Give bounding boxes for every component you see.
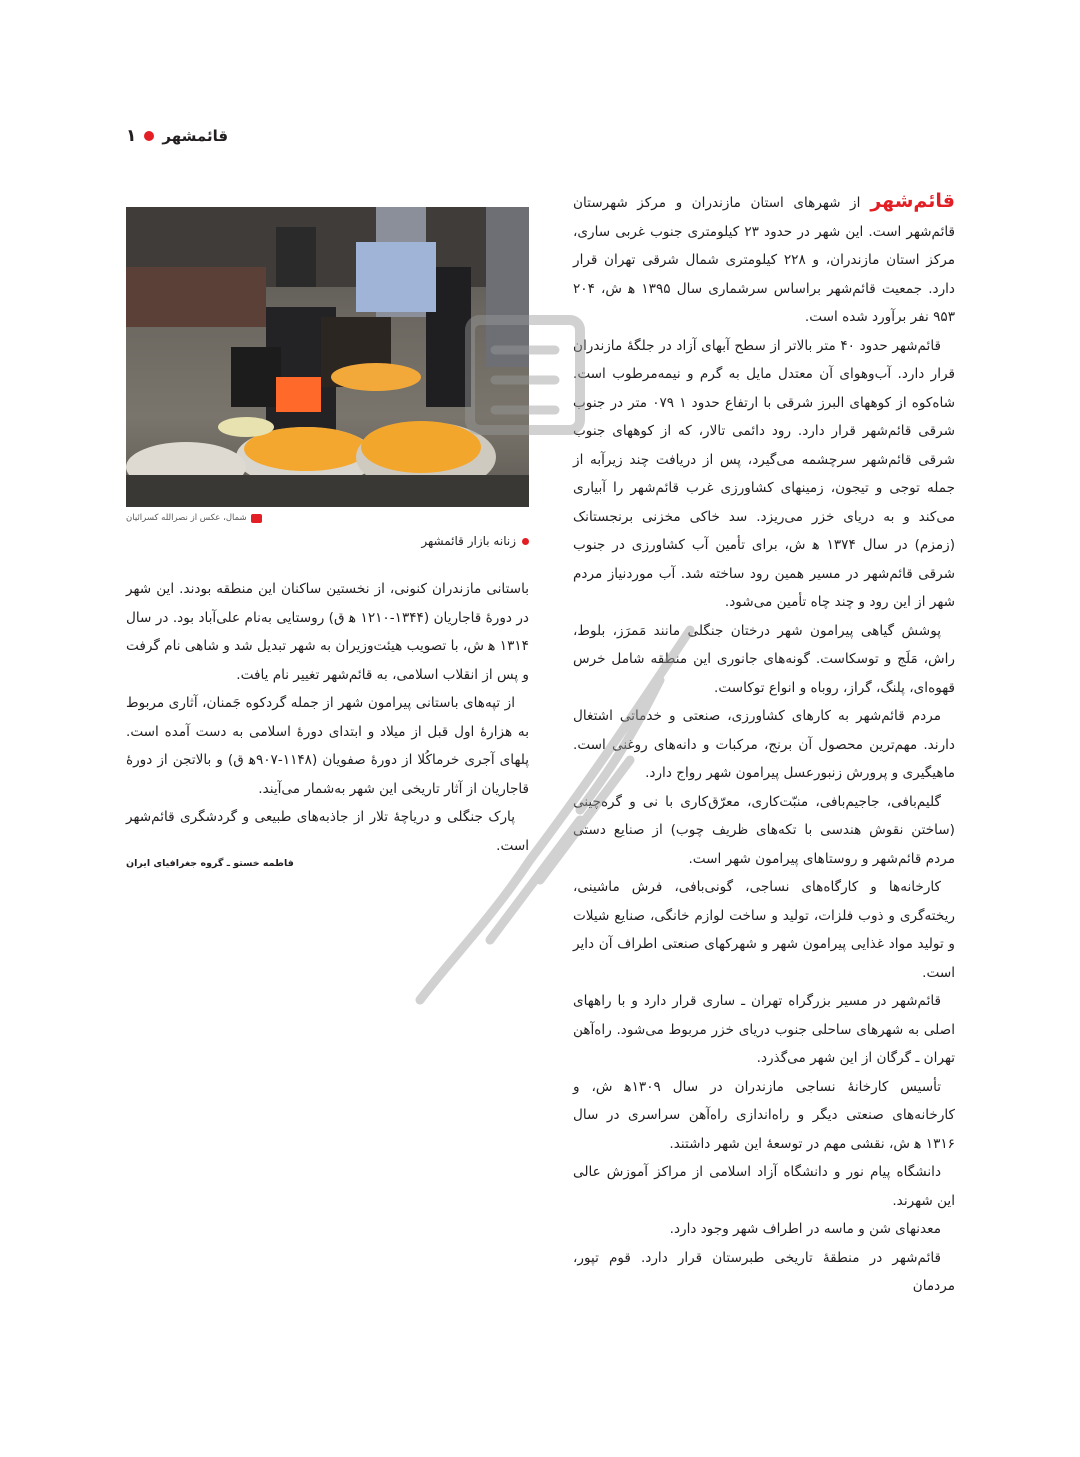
photo-caption [126, 532, 529, 550]
market-photo [126, 207, 529, 507]
market-photo-illustration [126, 207, 529, 507]
paragraph: قائم‌شهر در مسیر بزرگراه تهران ـ ساری قرار دارد و با راههای اصلی به شهرهای ساحلی جنوب دریای خزر مربوط می‌شود. راه‌آهن تهران ـ گرگان از این شهر می‌گذرد. [573, 993, 955, 1066]
paragraph [573, 187, 955, 332]
paragraph: باستانی مازندران کنونی، از نخستین ساکنان این منطقه بودند. این شهر در دورهٔ قاجاریان (۱۳۴۴-۱۲۱۰ ﻫ ق) روستایی به‌نام علی‌آباد بود. در سال ۱۳۱۴ ﻫ ش، با تصویب هیئت‌وزیران به شهر تبدیل شد و شاهی نام گرفت و پس از انقلاب اسلامی، به قائم‌شهر تغییر نام یافت. [126, 581, 529, 683]
paragraph: پارک جنگلی و دریاچهٔ تلار از جاذبه‌های طبیعی و گردشگری قائم‌شهر است. [126, 809, 529, 854]
paragraph-text: از شهرهای استان مازندران و مرکز شهرستان قائم‌شهر است. این شهر در حدود ۲۳ کیلومتری جنوب غربی ساری، مرکز استان مازندران، و ۲۲۸ کیلومتری شمال شرقی تهران قرار دارد. جمعیت قائم‌شهر براساس سرشماری سال ۱۳۹۵ ﻫ ش، ۲۰۴ ۹۵۳ نفر برآورد شده است. [573, 195, 955, 325]
paragraph: از تپه‌های باستانی پیرامون شهر از جمله گردکوه جَمنان، آثاری مربوط به هزارهٔ اول قبل از میلاد و ابتدای دورهٔ اسلامی به دست آمده است. پلهای آجری خرماکُلا از دورهٔ صفویان (۱۱۴۸-۹۰۷ﻫ ق) و بالاتجن از دورهٔ قاجاریان از آثار تاریخی این شهر به‌شمار می‌آیند. [126, 695, 529, 797]
bullet-dot-icon [144, 131, 154, 141]
page-number: ۱ [126, 126, 137, 146]
paragraph: کارخانه‌ها و کارگاه‌های نساجی، گونی‌بافی، فرش ماشینی، ریخته‌گری و ذوب فلزات، تولید و ساخت لوازم خانگی، صنایع شیلات و تولید مواد غذایی پیرامون شهر و شهرکهای صنعتی اطراف آن دایر است. [573, 879, 955, 981]
bullet-dot-icon [522, 538, 529, 545]
paragraph: قائم‌شهر در منطقهٔ تاریخی طبرستان قرار دارد. قوم تپور، مردمان [573, 1249, 955, 1294]
paragraph: معدنهای شن و ماسه در اطراف شهر وجود دارد. [669, 1221, 941, 1237]
paragraph: مردم قائم‌شهر به کارهای کشاورزی، صنعتی و خدماتی اشتغال دارند. مهم‌ترین محصول آن برنج، مرکبات و دانه‌های روغنی است. ماهیگیری و پرورش زنبورعسل پیرامون شهر رواج دارد. [573, 708, 955, 781]
headword: قائم‌شهر [870, 190, 955, 212]
paragraph: گلیم‌بافی، جاجیم‌بافی، منبّت‌کاری، معرّق‌کاری با نی و گره‌چینی (ساختن نقوش هندسی با تکه‌های ظریف چوب) از صنایع دستی مردم قائم‌شهر و روستاهای پیرامون شهر است. [573, 793, 955, 867]
photo-caption-text: زنانه بازار قائمشهر [421, 534, 516, 548]
camera-icon [251, 514, 262, 523]
paragraph: دانشگاه پیام نور و دانشگاه آزاد اسلامی از مراکز آموزش عالی این شهرند. [573, 1164, 955, 1209]
photo-credit [126, 511, 529, 525]
right-column [573, 187, 955, 1301]
paragraph: قائم‌شهر حدود ۴۰ متر بالاتر از سطح آبهای آزاد در جلگهٔ مازندران قرار دارد. آب‌وهوای آن معتدل مایل به گرم و نیمه‌مرطوب است. شاه‌کوه از کوههای البرز شرقی با ارتفاع حدود ۱ ۰۷۹ متر در جنوب شرقی قائم‌شهر قرار دارد. رود دائمی تالار، که از کوههای جنوب شرقی قائم‌شهر سرچشمه می‌گیرد، پس از دریافت چند زیرآبه از جمله توجی و تیجون، زمینهای کشاورزی غرب قائم‌شهر را آبیاری می‌کند و به دریای خزر می‌ریزد. سد خاکی مخزنی برنجستانک (زمزم) در سال ۱۳۷۴ ﻫ ش، برای تأمین آب کشاورزی در جنوب شرقی قائم‌شهر در مسیر همین رود ساخته شد. آب موردنیاز مردم شهر از این رود و چند چاه تأمین می‌شود. [573, 337, 955, 610]
paragraph: پوشش گیاهی پیرامون شهر درختان جنگلی مانند مَمرَز، بلوط، راش، مَلَج و توسکاست. گونه‌های جانوری این منطقه شامل خرس قهوه‌ای، پلنگ، گراز، روباه و انواع توکاست. [573, 622, 955, 696]
photo-credit-text: شمال، عکس از نصرالله کسرائیان [126, 513, 247, 523]
author-credit: فاطمه خستو ـ گروه جغرافیای ایران [126, 858, 294, 869]
left-column [126, 575, 529, 860]
running-title: قائمشهر [162, 127, 229, 145]
paragraph: تأسیس کارخانهٔ نساجی مازندران در سال ۱۳۰۹ﻫ ش، و کارخانه‌های صنعتی دیگر و راه‌اندازی راه‌آهن سراسری در سال ۱۳۱۶ ﻫ ش، نقشی مهم در توسعهٔ این شهر داشتند. [573, 1078, 955, 1152]
page-header [126, 126, 426, 150]
